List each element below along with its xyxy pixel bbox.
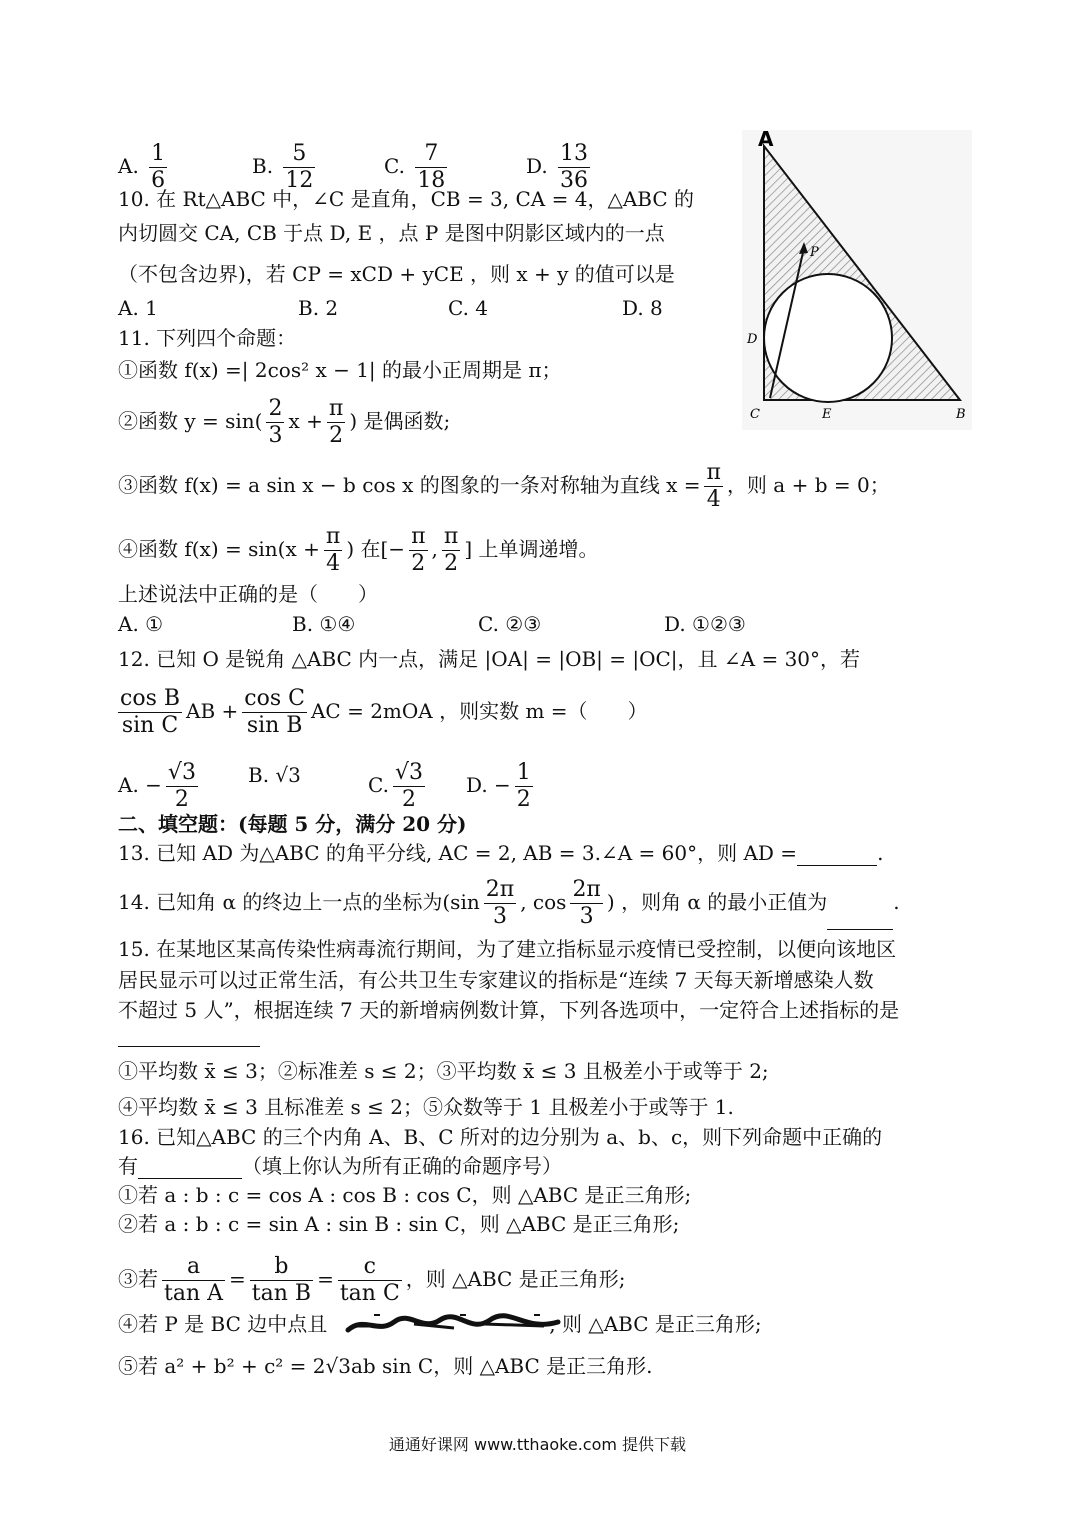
numerator: π (411, 524, 426, 549)
fraction (442, 524, 460, 577)
denominator: sin C (121, 713, 179, 738)
text: ，则 △ABC 是正三角形; (405, 1267, 626, 1291)
q15-line-1: 15. 在某地区某高传染性病毒流行期间，为了建立指标显示疫情已受控制，以便向该地区 (118, 937, 897, 961)
q14-line (118, 877, 900, 930)
q10-option-d: D. 8 (622, 296, 663, 320)
text: ④函数 f(x) = sin(x + (118, 537, 320, 561)
q10-option-b: B. 2 (298, 296, 339, 320)
fraction (393, 760, 425, 813)
denominator: 36 (560, 168, 589, 193)
denominator: 2 (329, 423, 344, 448)
q16-line-1: 16. 已知△ABC 的三个内角 A、B、C 所对的边分别为 a、b、c，则下列命题中正确的 (118, 1125, 883, 1149)
q11-statement-3 (118, 460, 890, 513)
triangle-incircle-figure (742, 130, 972, 430)
text: ] 上单调递增。 (464, 537, 599, 561)
label-b: B (956, 407, 966, 422)
q11-option-a: A. ① (118, 612, 164, 636)
denominator: 12 (285, 168, 314, 193)
numerator: cos C (244, 686, 305, 711)
q10-line-2: 内切圆交 CA, CB 于点 D, E ，点 P 是图中阴影区域内的一点 (118, 221, 665, 245)
denominator: tan C (339, 1281, 400, 1306)
denominator: tan A (164, 1281, 224, 1306)
q11-statement-4 (118, 524, 599, 577)
q16-prop-1: ①若 a : b : c = cos A : cos B : cos C，则 △ABC 是正三角形; (118, 1183, 692, 1207)
option-label: D. − (466, 773, 511, 797)
fraction (118, 686, 182, 739)
denominator: 6 (151, 168, 166, 193)
denominator: 2 (411, 551, 426, 576)
numerator: 1 (516, 760, 531, 785)
label-c: C (750, 407, 760, 422)
numerator: π (325, 524, 341, 549)
text: ) 在[− (346, 537, 406, 561)
label-p: P (810, 245, 819, 260)
text: , 则 △ABC 是正三角形; (549, 1312, 762, 1336)
text: 有 (118, 1154, 138, 1178)
label-e: E (822, 407, 832, 422)
answer-blank (797, 845, 877, 866)
fraction (327, 396, 345, 449)
denominator: 3 (492, 904, 507, 929)
q16-prop-3: ③若 $\frac{a}{\text{tan A}}$ = $\frac{b}{\text{tan B}}$ = $\frac{c}{\text{tan C}}$ ，则 △ABC 是正三角形; (118, 1254, 626, 1306)
option-label: C. (384, 154, 405, 178)
text: ③若 (118, 1267, 158, 1291)
q12-option-d (466, 760, 537, 813)
q13-line (118, 840, 883, 866)
numerator: √3 (167, 760, 196, 785)
q11-option-c: C. ②③ (478, 612, 542, 636)
label-d: D (747, 332, 758, 347)
denominator: 3 (579, 904, 594, 929)
numerator: 5 (283, 141, 315, 168)
q10-option-a: A. 1 (118, 296, 158, 320)
numerator: √3 (394, 760, 423, 785)
fraction (409, 524, 427, 577)
fraction (704, 460, 722, 513)
answer-blank (138, 1158, 242, 1179)
q11-ask: 上述说法中正确的是（ ） (118, 582, 378, 606)
q12-option-c (368, 760, 429, 813)
label-a: A (758, 130, 774, 151)
fraction (242, 686, 307, 739)
q11-statement-1: ①函数 f(x) =| 2cos² x − 1| 的最小正周期是 π； (118, 358, 562, 382)
q16-line-2 (118, 1153, 562, 1179)
text: AB + (186, 699, 239, 723)
fraction (250, 1254, 313, 1307)
numerator: 1 (151, 141, 166, 166)
denominator: 2 (444, 551, 459, 576)
text: 14. 已知角 α 的终边上一点的坐标为(sin (118, 890, 480, 914)
text: ③函数 f(x) = a sin x − b cos x 的图象的一条对称轴为直线 x = (118, 473, 701, 497)
q12-line-2 (118, 686, 648, 739)
q10-line-3: （不包含边界)，若 CP = xCD + yCE ，则 x + y 的值可以是 (118, 262, 675, 286)
text: ) 是偶函数; (349, 409, 451, 433)
text: , (431, 537, 438, 561)
q10-option-c: C. 4 (448, 296, 489, 320)
denominator: 3 (268, 423, 283, 448)
text: ②函数 y = sin( (118, 409, 263, 433)
q15-line-3: 不超过 5 人”，根据连续 7 天的新增病例数计算，下列各选项中，一定符合上述指标的是 (118, 998, 900, 1022)
numerator: b (250, 1254, 313, 1281)
fraction (324, 524, 342, 577)
fraction (484, 877, 516, 930)
section-2-title: 二、填空题：(每题 5 分，满分 20 分) (118, 812, 467, 836)
numerator: cos B (120, 686, 181, 711)
numerator: c (338, 1254, 402, 1281)
option-label: A. − (118, 773, 162, 797)
text: ) ，则角 α 的最小正值为 (606, 890, 828, 914)
q10-line-1: 10. 在 Rt△ABC 中，∠C 是直角，CB = 3, CA = 4，△ABC 的 (118, 187, 694, 211)
footer-credit: 通通好课网 www.tthaoke.com 提供下载 (388, 1435, 687, 1454)
q15-line-5: ④平均数 x̄ ≤ 3 且标准差 s ≤ 2；⑤众数等于 1 且极差小于或等于 1. (118, 1095, 734, 1119)
q16-prop-5: ⑤若 a² + b² + c² = 2√3ab sin C，则 △ABC 是正三角形. (118, 1354, 653, 1378)
q15-line-4: ①平均数 x̄ ≤ 3；②标准差 s ≤ 2；③平均数 x̄ ≤ 3 且极差小于或等于 2; (118, 1059, 769, 1083)
fraction (266, 396, 284, 449)
q11-option-d: D. ①②③ (664, 612, 746, 636)
q11-option-b: B. ①④ (292, 612, 356, 636)
denominator: 18 (417, 168, 446, 193)
numerator: a (162, 1254, 225, 1281)
text: . (893, 890, 900, 914)
option-label: A. (118, 154, 139, 178)
denominator: 4 (326, 551, 341, 576)
text: , cos (520, 890, 567, 914)
denominator: tan B (251, 1281, 312, 1306)
q16-prop-2: ②若 a : b : c = sin A : sin B : sin C，则 △ABC 是正三角形; (118, 1212, 680, 1236)
fraction (515, 760, 533, 813)
text: 13. 已知 AD 为△ABC 的角平分线, AC = 2, AB = 3.∠A = 60°，则 AD = (118, 841, 798, 865)
text: （填上你认为所有正确的命题序号） (242, 1154, 562, 1178)
numerator: 2π (485, 877, 515, 902)
fraction (162, 1254, 225, 1307)
fraction (570, 877, 602, 930)
denominator: 4 (706, 487, 721, 512)
denominator: 2 (516, 787, 531, 812)
option-label: D. (526, 154, 548, 178)
numerator: 7 (415, 141, 447, 168)
answer-blank (827, 909, 893, 930)
numerator: 2π (572, 877, 601, 902)
numerator: π (328, 396, 344, 421)
denominator: 2 (174, 787, 189, 812)
text: x + (288, 409, 323, 433)
option-label: B. (252, 154, 274, 178)
garbled-formula-image (344, 1312, 562, 1336)
q11-stem: 11. 下列四个命题： (118, 326, 297, 350)
q15-answer-line (118, 1046, 260, 1047)
text: ④若 P 是 BC 边中点且 (118, 1312, 328, 1336)
q12-option-a (118, 760, 202, 813)
text: ，则 a + b = 0； (726, 473, 890, 497)
denominator: sin B (246, 713, 303, 738)
numerator: 2 (268, 396, 283, 421)
denominator: 2 (401, 787, 416, 812)
text: . (877, 841, 884, 865)
option-label: C. (368, 773, 389, 797)
text: AC = 2mOA ，则实数 m =（ ） (310, 699, 648, 723)
q11-statement-2 (118, 396, 450, 449)
numerator: π (706, 460, 721, 485)
fraction (338, 1254, 402, 1307)
q12-option-b: B. √3 (248, 763, 301, 787)
fraction (166, 760, 198, 813)
q12-line-1: 12. 已知 O 是锐角 △ABC 内一点，满足 |OA| = |OB| = |OC|，且 ∠A = 30°，若 (118, 647, 861, 671)
numerator: 13 (560, 141, 589, 166)
q15-line-2: 居民显示可以过正常生活，有公共卫生专家建议的指标是“连续 7 天每天新增感染人数 (118, 968, 874, 992)
numerator: π (443, 524, 459, 549)
